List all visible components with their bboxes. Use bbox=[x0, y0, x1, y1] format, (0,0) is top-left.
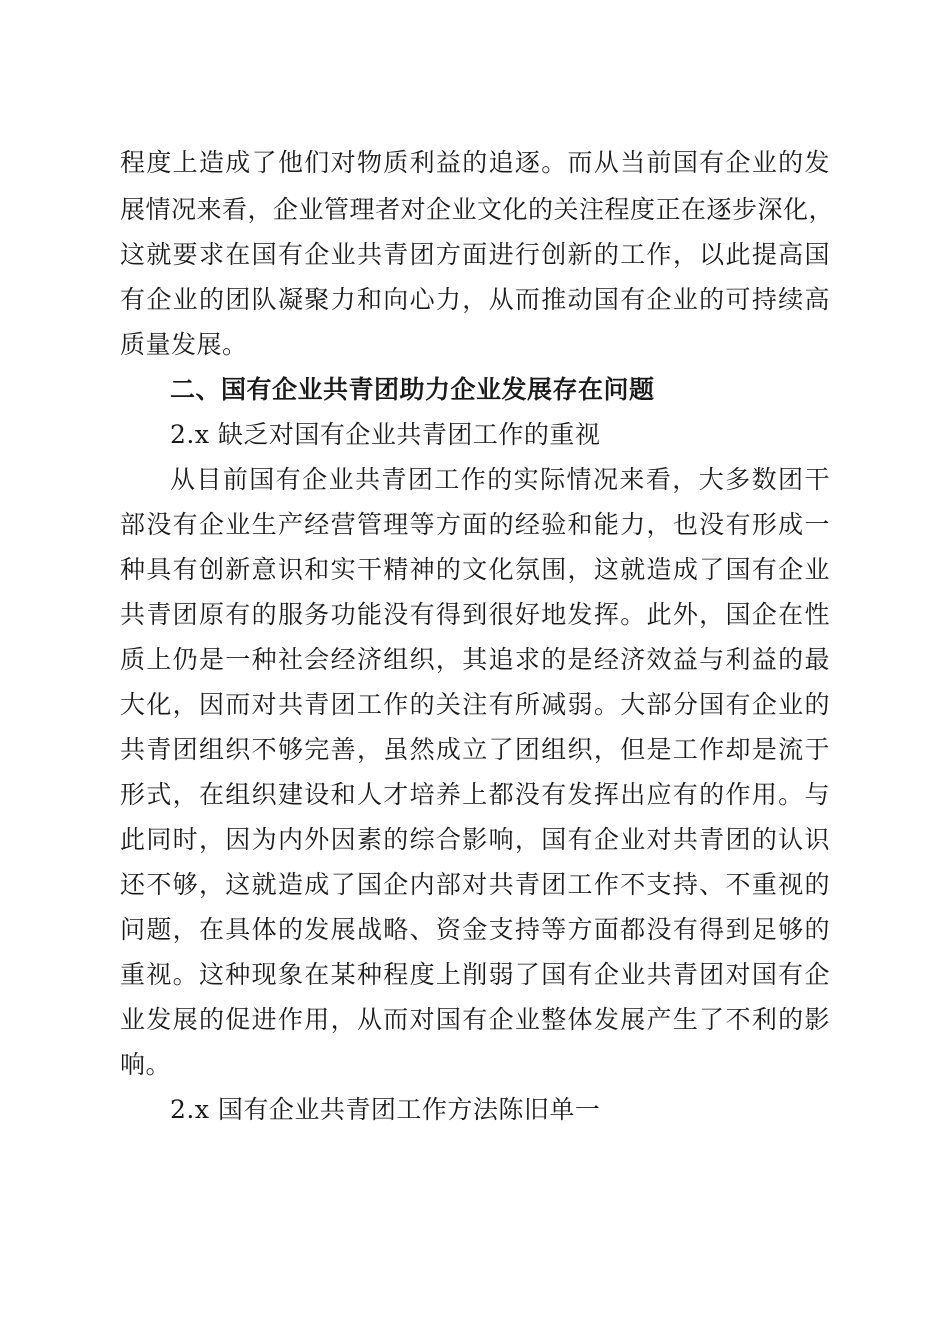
paragraph-line: 部没有企业生产经营管理等方面的经验和能力，也没有形成一 bbox=[120, 510, 830, 539]
paragraph-line: 问题，在具体的发展战略、资金支持等方面都没有得到足够的 bbox=[120, 915, 830, 944]
paragraph-line: 大化，因而对共青团工作的关注有所减弱。大部分国有企业的 bbox=[120, 690, 830, 719]
paragraph-line: 共青团组织不够完善，虽然成立了团组织，但是工作却是流于 bbox=[120, 735, 830, 764]
paragraph-line: 此同时，因为内外因素的综合影响，国有企业对共青团的认识 bbox=[120, 825, 830, 854]
paragraph-line: 共青团原有的服务功能没有得到很好地发挥。此外，国企在性 bbox=[120, 600, 830, 629]
paragraph-line: 有企业的团队凝聚力和向心力，从而推动国有企业的可持续高 bbox=[120, 285, 830, 314]
paragraph-line: 响。 bbox=[120, 1050, 172, 1079]
subheading: 2.x 国有企业共青团工作方法陈旧单一 bbox=[170, 1095, 601, 1124]
paragraph-line: 程度上造成了他们对物质利益的追逐。而从当前国有企业的发 bbox=[120, 148, 830, 177]
paragraph-line: 还不够，这就造成了国企内部对共青团工作不支持、不重视的 bbox=[120, 870, 830, 899]
section-heading: 二、国有企业共青团助力企业发展存在问题 bbox=[170, 375, 655, 404]
paragraph-line: 重视。这种现象在某种程度上削弱了国有企业共青团对国有企 bbox=[120, 960, 830, 989]
paragraph-line: 质上仍是一种社会经济组织，其追求的是经济效益与利益的最 bbox=[120, 645, 830, 674]
paragraph-line: 这就要求在国有企业共青团方面进行创新的工作，以此提高国 bbox=[120, 240, 830, 269]
paragraph-line: 展情况来看，企业管理者对企业文化的关注程度正在逐步深化， bbox=[120, 195, 835, 224]
paragraph-line: 形式，在组织建设和人才培养上都没有发挥出应有的作用。与 bbox=[120, 780, 830, 809]
paragraph-line: 业发展的促进作用，从而对国有企业整体发展产生了不利的影 bbox=[120, 1005, 830, 1034]
paragraph-line: 从目前国有企业共青团工作的实际情况来看，大多数团干 bbox=[170, 465, 830, 494]
paragraph-line: 种具有创新意识和实干精神的文化氛围，这就造成了国有企业 bbox=[120, 555, 830, 584]
subheading: 2.x 缺乏对国有企业共青团工作的重视 bbox=[170, 420, 601, 449]
paragraph-line: 质量发展。 bbox=[120, 330, 248, 359]
